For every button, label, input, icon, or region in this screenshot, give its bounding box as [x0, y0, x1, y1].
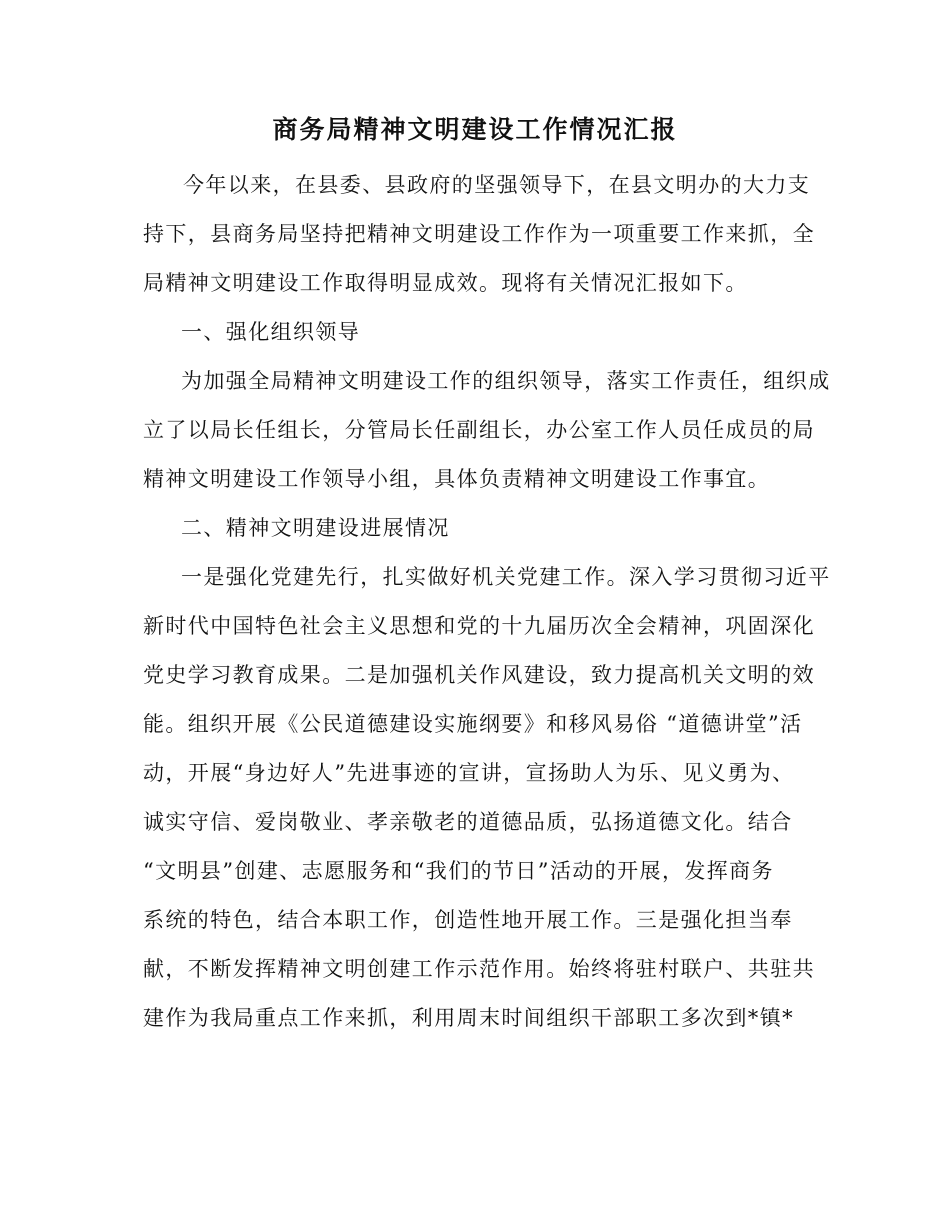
- paragraph-line: 一是强化党建先行，扎实做好机关党建工作。深入学习贯彻习近平: [181, 565, 831, 589]
- section-heading: 一、强化组织领导: [181, 320, 361, 344]
- paragraph-line: 建作为我局重点工作来抓，利用周末时间组织干部职工多次到*镇*: [143, 1006, 794, 1030]
- paragraph-line: 局精神文明建设工作取得明显成效。现将有关情况汇报如下。: [143, 271, 748, 295]
- paragraph-line: 为加强全局精神文明建设工作的组织领导，落实工作责任，组织成: [181, 369, 831, 393]
- paragraph-line: 系统的特色，结合本职工作，创造性地开展工作。三是强化担当奉: [143, 908, 793, 932]
- paragraph-line: 立了以局长任组长，分管局长任副组长，办公室工作人员任成员的局: [143, 418, 815, 442]
- paragraph-line: 新时代中国特色社会主义思想和党的十九届历次全会精神，巩固深化: [143, 614, 815, 638]
- paragraph-line: 今年以来，在县委、县政府的坚强领导下，在县文明办的大力支: [183, 173, 811, 197]
- document-title: 商务局精神文明建设工作情况汇报: [272, 115, 678, 144]
- paragraph-line: 诚实守信、爱岗敬业、孝亲敬老的道德品质，弘扬道德文化。结合: [143, 810, 793, 834]
- paragraph-line: 能。组织开展《公民道德建设实施纲要》和移风易俗 “道德讲堂”活: [143, 712, 803, 736]
- paragraph-line: 持下，县商务局坚持把精神文明建设工作作为一项重要工作来抓，全: [143, 222, 815, 246]
- paragraph-line: 精神文明建设工作领导小组，具体负责精神文明建设工作事宜。: [143, 467, 771, 491]
- section-heading: 二、精神文明建设进展情况: [181, 516, 450, 540]
- paragraph-line: 献，不断发挥精神文明创建工作示范作用。始终将驻村联户、共驻共: [143, 957, 815, 981]
- paragraph-line: 党史学习教育成果。二是加强机关作风建设，致力提高机关文明的效: [143, 663, 815, 687]
- paragraph-line: 动，开展“身边好人”先进事迹的宣讲，宣扬助人为乐、见义勇为、: [143, 761, 795, 785]
- paragraph-line: “文明县”创建、志愿服务和“我们的节日”活动的开展，发挥商务: [143, 859, 774, 883]
